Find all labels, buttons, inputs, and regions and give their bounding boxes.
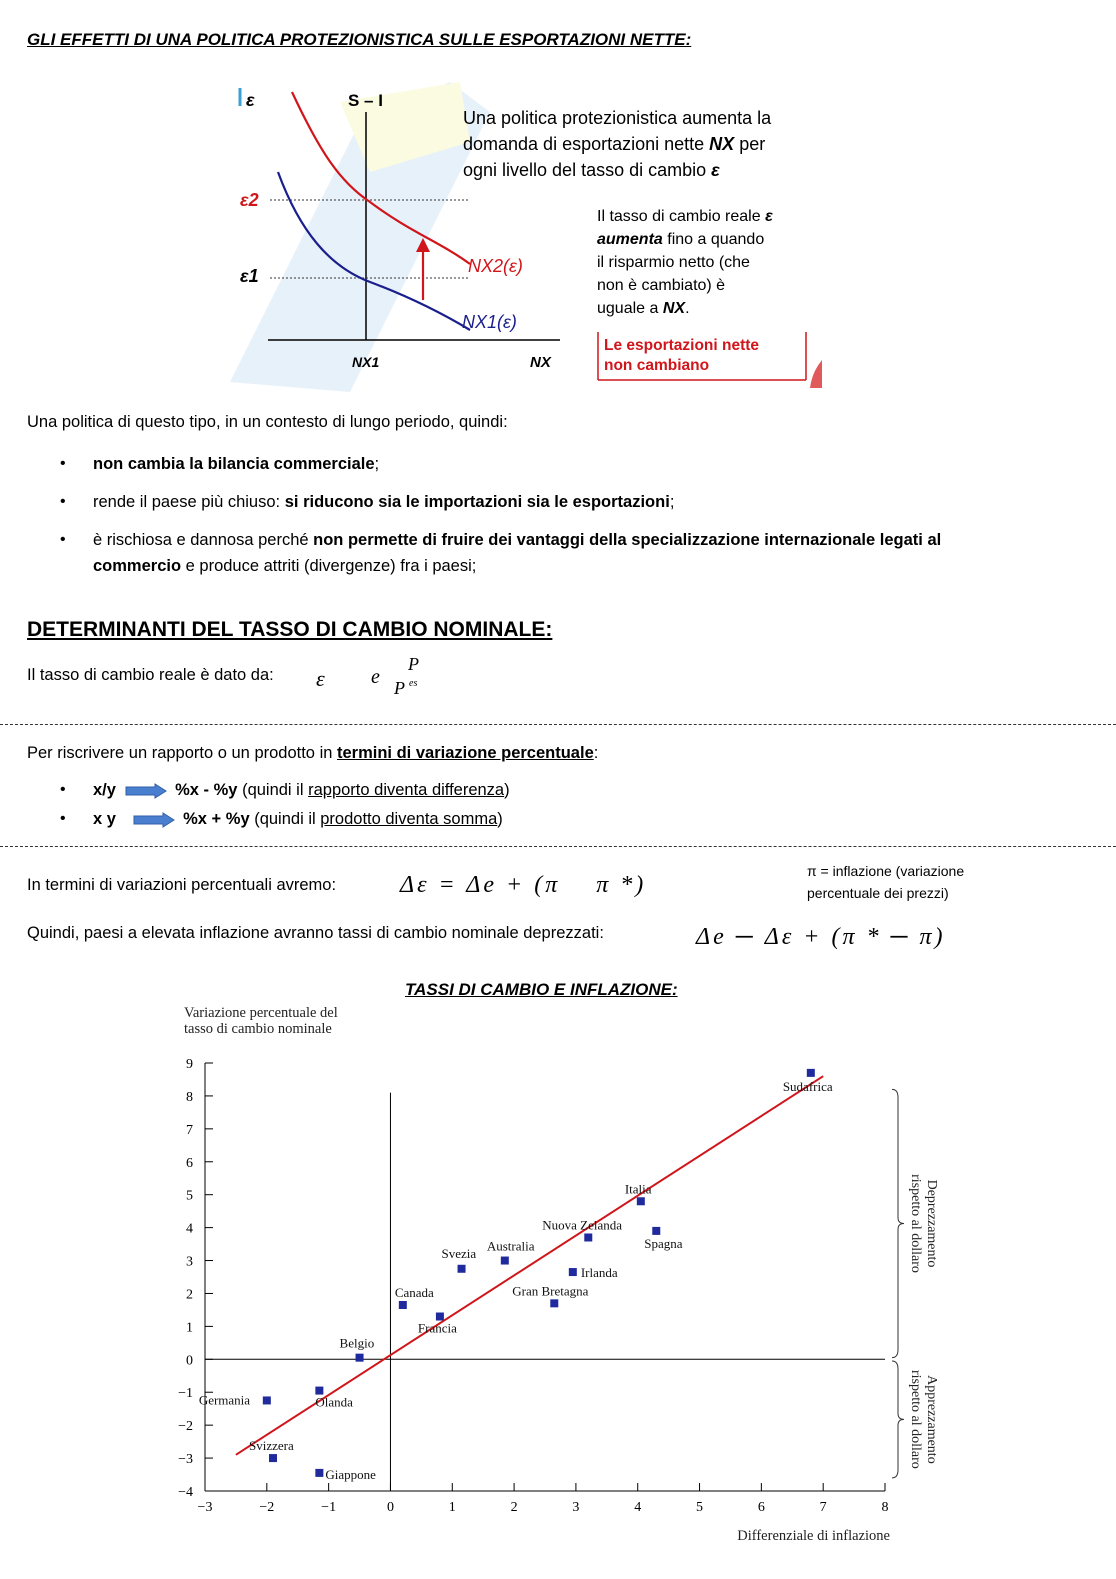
data-point bbox=[637, 1197, 645, 1205]
data-point-label: Svizzera bbox=[249, 1438, 294, 1454]
x-tick-label: 4 bbox=[634, 1500, 642, 1515]
bullet-item: • è rischiosa e dannosa perché non permette di fruire dei vantaggi della specializzazione internazionale legati al commercio e produce attriti (divergenze) fra i paesi; bbox=[60, 527, 1060, 579]
x-tick-label: −3 bbox=[197, 1500, 213, 1515]
eps-axis-label: ε bbox=[246, 90, 255, 110]
real-rate-formula: ε e P P es bbox=[316, 654, 419, 698]
y-tick-label: 6 bbox=[186, 1155, 193, 1171]
rewrite-text: Per riscrivere un rapporto o un prodotto in termini di variazione percentuale: bbox=[27, 744, 599, 762]
data-point-label: Olanda bbox=[315, 1394, 353, 1410]
data-point bbox=[356, 1354, 364, 1362]
y-tick-label: 5 bbox=[186, 1188, 193, 1204]
y-tick-label: 8 bbox=[186, 1089, 193, 1105]
data-point-label: Canada bbox=[394, 1284, 434, 1300]
data-point bbox=[269, 1454, 277, 1462]
y-tick-label: −1 bbox=[178, 1386, 193, 1402]
y-axis-title: Variazione percentuale del bbox=[184, 1005, 338, 1021]
y-tick-label: 3 bbox=[186, 1254, 193, 1270]
data-point bbox=[569, 1268, 577, 1276]
y-tick-label: 9 bbox=[186, 1057, 193, 1072]
eps1-label: ε1 bbox=[240, 266, 259, 286]
y-tick-label: −4 bbox=[178, 1485, 193, 1500]
high-infl-formula: Δe ─ Δε + (π * ─ π) bbox=[696, 924, 946, 950]
y-tick-label: −3 bbox=[178, 1452, 193, 1468]
appreciation-brace bbox=[892, 1361, 904, 1478]
data-point-label: Belgio bbox=[339, 1335, 375, 1351]
x-tick-label: 8 bbox=[881, 1500, 889, 1515]
data-point-label: Germania bbox=[198, 1392, 251, 1408]
divider-1 bbox=[0, 724, 1116, 725]
bullet-item: • non cambia la bilancia commerciale; bbox=[60, 451, 1060, 477]
data-point bbox=[315, 1387, 323, 1395]
depreciation-brace bbox=[892, 1089, 904, 1357]
rule-item: • x y %x + %y (quindi il prodotto diventa somma) bbox=[60, 806, 760, 832]
y-tick-label: 0 bbox=[186, 1353, 193, 1369]
x-tick-label: −1 bbox=[321, 1500, 337, 1515]
x-tick-label: 6 bbox=[757, 1500, 765, 1515]
data-point-label: Giappone bbox=[325, 1466, 376, 1482]
graph-text-2: Il tasso di cambio reale ε aumenta fino a quando il risparmio netto (che non è cambiato) è uguale a NX. bbox=[597, 208, 773, 317]
x-tick-label: 2 bbox=[510, 1500, 518, 1515]
arrow-icon bbox=[125, 783, 167, 799]
data-point-label: Spagna bbox=[644, 1235, 683, 1251]
perc-formula: Δε = Δe + (π π *) bbox=[400, 872, 647, 898]
x-axis-title: Differenziale di inflazione bbox=[737, 1528, 890, 1544]
x-tick-label: 7 bbox=[819, 1500, 827, 1515]
data-point bbox=[315, 1469, 323, 1477]
data-point-label: Francia bbox=[417, 1320, 457, 1336]
depreciation-label: Deprezzamento bbox=[924, 1179, 939, 1268]
data-point bbox=[436, 1313, 444, 1321]
data-point-label: Sudafrica bbox=[782, 1078, 833, 1094]
real-rate-text: Il tasso di cambio reale è dato da: bbox=[27, 666, 274, 684]
appreciation-label: Apprezzamento bbox=[924, 1375, 939, 1464]
bullet-item: • rende il paese più chiuso: si riducono sia le importazioni sia le esportazioni; bbox=[60, 489, 1060, 515]
y-tick-label: 2 bbox=[186, 1287, 193, 1303]
data-point-label: Irlanda bbox=[580, 1265, 618, 1281]
y-tick-label: 1 bbox=[186, 1320, 193, 1336]
nx1-curve-label: NX1(ε) bbox=[462, 312, 517, 332]
nx2-curve-label: NX2(ε) bbox=[468, 256, 523, 276]
depreciation-label: rispetto al dollaro bbox=[908, 1174, 923, 1273]
intro-text: Una politica di questo tipo, in un contesto di lungo periodo, quindi: bbox=[27, 413, 508, 431]
nx-axis-label: NX bbox=[530, 354, 551, 371]
x-tick-label: 5 bbox=[696, 1500, 704, 1515]
data-point bbox=[652, 1227, 660, 1235]
x-tick-label: 1 bbox=[448, 1500, 456, 1515]
data-point-label: Italia bbox=[624, 1181, 652, 1197]
appreciation-label: rispetto al dollaro bbox=[908, 1370, 923, 1469]
data-point-label: Gran Bretagna bbox=[512, 1283, 589, 1299]
data-point bbox=[263, 1396, 271, 1404]
data-point bbox=[399, 1301, 407, 1309]
nx1-tick-label: NX1 bbox=[352, 354, 380, 370]
data-point bbox=[807, 1069, 815, 1077]
data-point bbox=[584, 1233, 592, 1241]
section-title-determinanti: DETERMINANTI DEL TASSO DI CAMBIO NOMINALE: bbox=[27, 618, 553, 641]
x-tick-label: 0 bbox=[386, 1500, 394, 1515]
graph-text-1: Una politica protezionistica aumenta la domanda di esportazioni nette NX per ogni livello del tasso di cambio ε bbox=[463, 108, 772, 180]
perc-text: In termini di variazioni percentuali avremo: bbox=[27, 876, 337, 894]
data-point-label: Svezia bbox=[441, 1245, 477, 1261]
data-point-label: Nuova Zelanda bbox=[542, 1217, 623, 1233]
y-tick-label: 4 bbox=[186, 1221, 193, 1237]
rule-item: • x/y %x - %y (quindi il rapporto diventa differenza) bbox=[60, 777, 760, 803]
chart-title: TASSI DI CAMBIO E INFLAZIONE: bbox=[405, 980, 678, 999]
pi-note: π = inflazione (variazione percentuale dei prezzi) bbox=[807, 863, 965, 901]
eps2-label: ε2 bbox=[240, 190, 259, 210]
y-tick-label: −2 bbox=[178, 1419, 193, 1435]
arrow-icon bbox=[133, 812, 175, 828]
si-label: S – I bbox=[348, 91, 383, 110]
x-tick-label: −2 bbox=[259, 1500, 275, 1515]
y-tick-label: 7 bbox=[186, 1122, 193, 1138]
high-infl-text: Quindi, paesi a elevata inflazione avranno tassi di cambio nominale deprezzati: bbox=[27, 924, 604, 942]
data-point bbox=[550, 1299, 558, 1307]
section-title-protezionismo: GLI EFFETTI DI UNA POLITICA PROTEZIONISTICA SULLE ESPORTAZIONI NETTE: bbox=[27, 30, 692, 49]
x-tick-label: 3 bbox=[572, 1500, 580, 1515]
data-point-label: Australia bbox=[486, 1238, 535, 1254]
watermark bbox=[230, 82, 490, 392]
box-text: Le esportazioni nette non cambiano bbox=[604, 337, 760, 374]
data-point bbox=[501, 1257, 509, 1265]
rules-list bbox=[60, 777, 760, 832]
scatter-chart bbox=[150, 995, 970, 1555]
y-axis-title: tasso di cambio nominale bbox=[184, 1021, 332, 1037]
divider-2 bbox=[0, 846, 1116, 847]
box-corner-decoration bbox=[810, 360, 822, 388]
data-point bbox=[458, 1265, 466, 1273]
bullet-list bbox=[60, 451, 1060, 579]
